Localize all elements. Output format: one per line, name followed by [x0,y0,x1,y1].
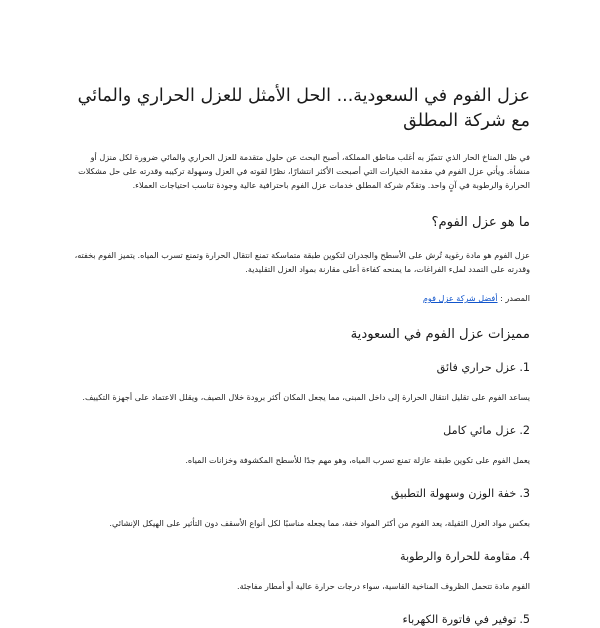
feature-text-1: يساعد الفوم على تقليل انتقال الحرارة إلى داخل المبنى، مما يجعل المكان أكثر برودة خلال الصيف، ويقلل الاعتماد على أجهزة التكييف. [82,392,530,402]
section-heading-what-is: ما هو عزل الفوم؟ [431,215,530,230]
feature-text-3: بعكس مواد العزل الثقيلة، يعد الفوم من أكثر المواد خفة، مما يجعله مناسبًا لكل أنواع الأسقف دون التأثير على الهيكل الإنشائي. [109,518,530,528]
feature-number: 2. [519,424,530,437]
feature-number: 1. [519,361,530,374]
source-line [70,292,530,304]
feature-number: 4. [519,550,530,563]
feature-heading-3 [70,486,530,502]
source-link[interactable]: أفضل شركة عزل فوم [422,293,498,303]
feature-number: 3. [519,487,530,500]
feature-title: عزل مائي كامل [443,424,517,437]
section-heading-features: مميزات عزل الفوم في السعودية [350,327,530,342]
feature-number: 5. [519,613,530,626]
feature-title: خفة الوزن وسهولة التطبيق [390,487,517,500]
feature-title: مقاومة للحرارة والرطوبة [399,550,517,563]
feature-title: توفير في فاتورة الكهرباء [402,613,517,626]
intro-paragraph: في ظل المناخ الحار الذي تتميّز به أغلب مناطق المملكة، أصبح البحث عن حلول متقدمة للعزل الحراري والمائي ضرورة لكل منزل أو منشأة. ويأتي عزل الفوم في مقدمة الخيارات التي أصبحت الأكثر انتشارًا، نظرًا لقوته في العزل وسهولة تركيبه وقدرته على حل مشكلات الحرارة والرطوبة في آنٍ واحد. وتقدّم شركة المطلق خدمات عزل الفوم باحترافية عالية وجودة تناسب احتياجات العملاء. [78,152,530,190]
feature-text-2: يعمل الفوم على تكوين طبقة عازلة تمنع تسرب المياه، وهو مهم جدًا للأسطح المكشوفة وخزانات المياه. [185,455,530,465]
definition-paragraph: عزل الفوم هو مادة رغوية تُرش على الأسطح والجدران لتكوين طبقة متماسكة تمنع انتقال الحرارة وتمنع تسرب المياه. يتميز الفوم بخفته، وقدرته على التمدد لملء الفراغات، ما يمنحه كفاءة أعلى مقارنة بمواد العزل التقليدية. [74,250,530,274]
source-label: المصدر : [500,293,530,303]
page-title: عزل الفوم في السعودية... الحل الأمثل للعزل الحراري والمائي مع شركة المطلق [77,86,530,131]
feature-heading-2 [70,423,530,439]
feature-heading-1 [70,360,530,376]
feature-heading-5 [70,612,530,628]
feature-heading-4 [70,549,530,565]
feature-text-4: الفوم مادة تتحمل الظروف المناخية القاسية، سواء درجات حرارة عالية أو أمطار مفاجئة. [237,581,530,591]
feature-title: عزل حراري فائق [436,361,517,374]
